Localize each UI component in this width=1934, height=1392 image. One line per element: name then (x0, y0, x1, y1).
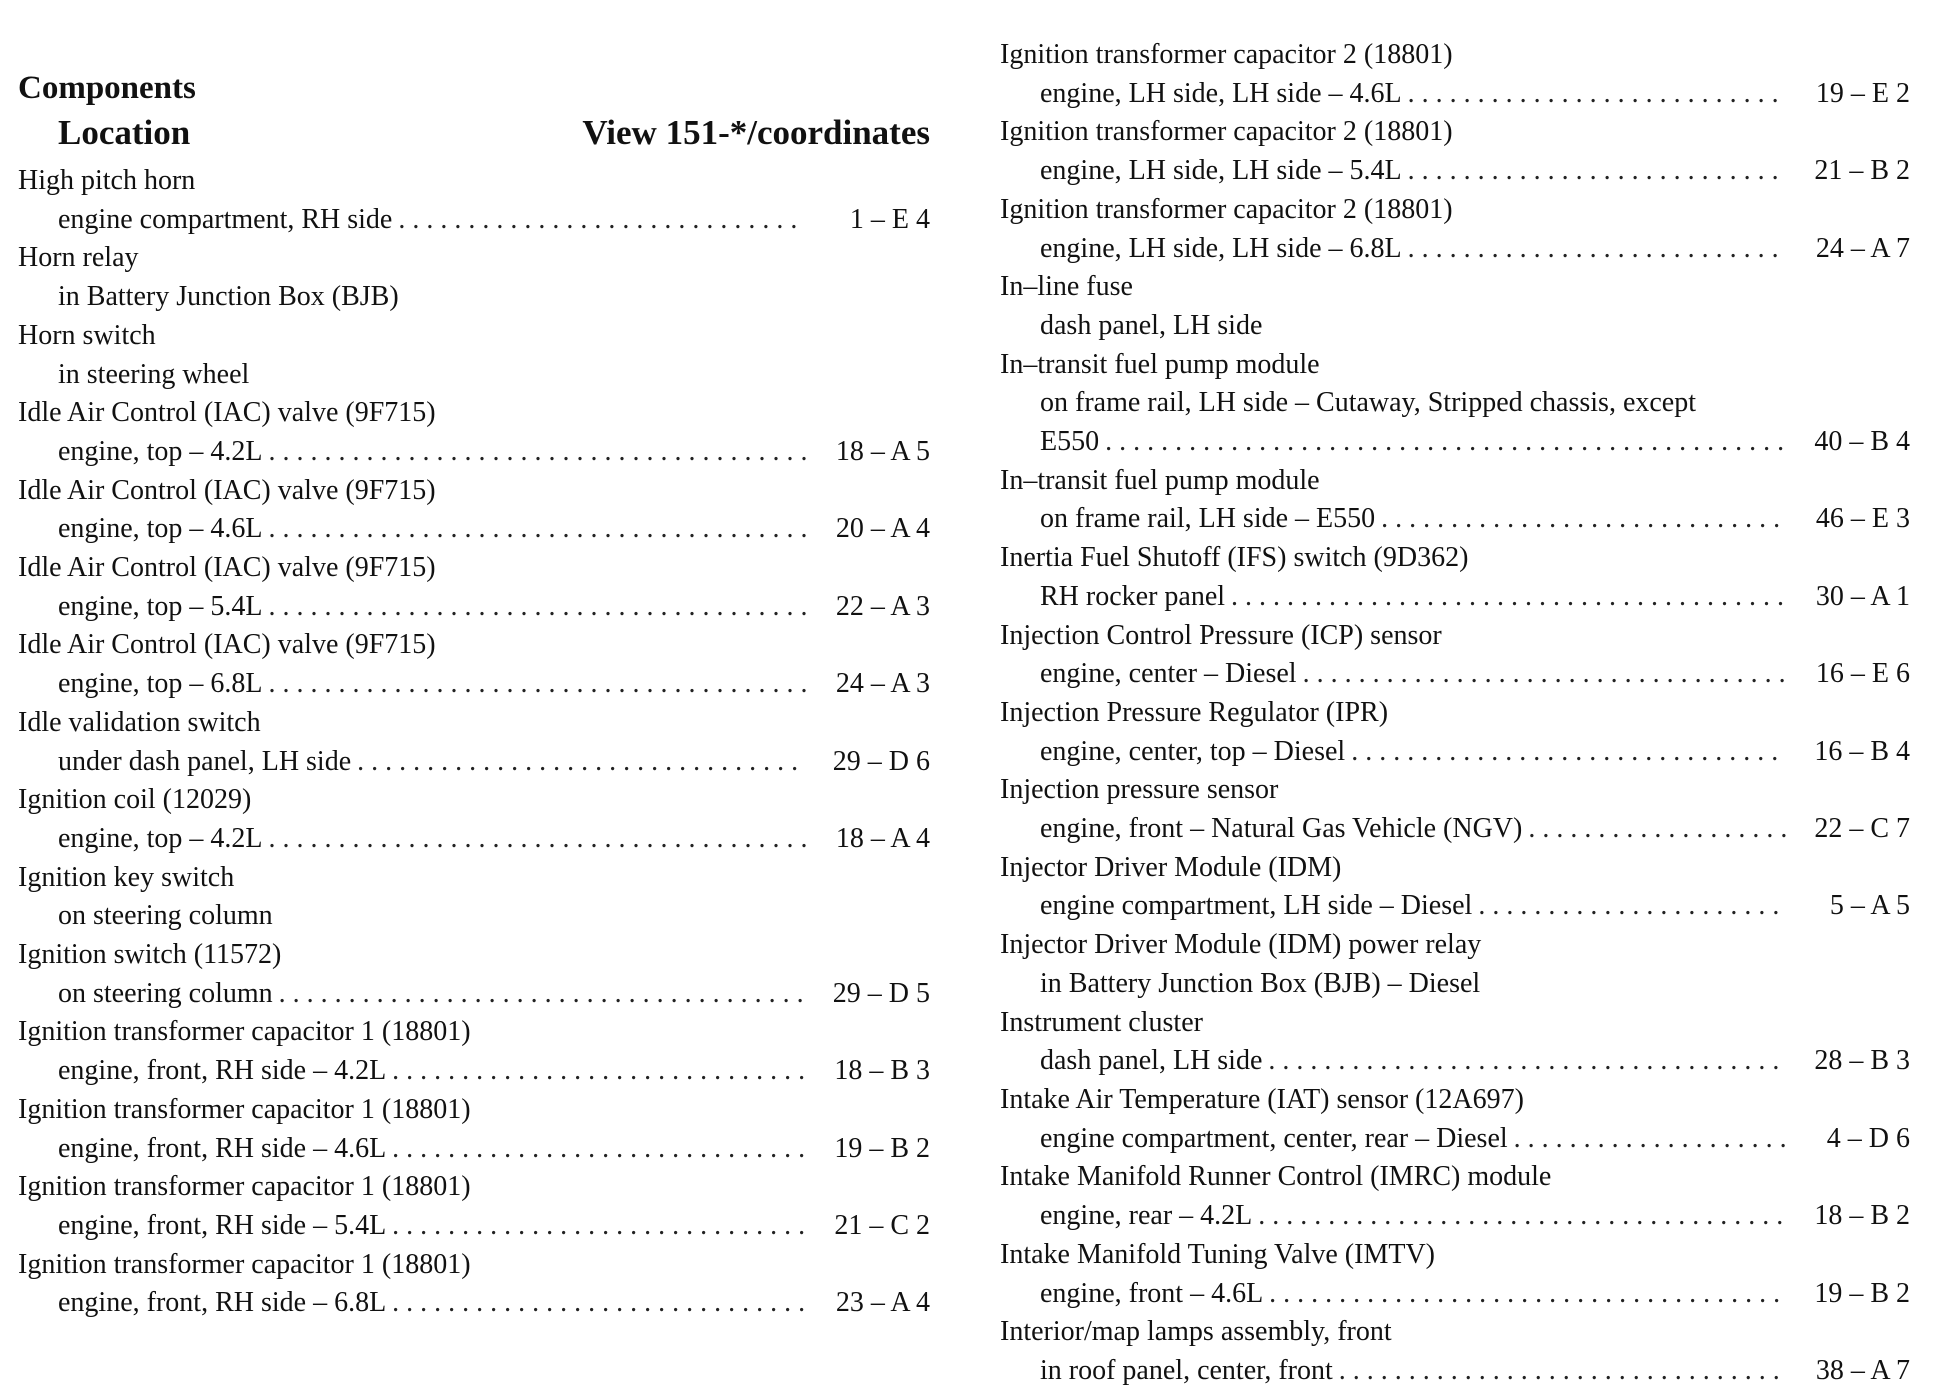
column-headers (18, 110, 930, 156)
right-column (1000, 0, 1910, 1391)
component-location: engine, center – Diesel (1040, 658, 1297, 690)
component-location-row (18, 820, 930, 859)
view-coordinate: 22 – C 7 (1814, 813, 1910, 845)
view-coordinate: 40 – B 4 (1814, 426, 1910, 458)
dot-leader (269, 433, 806, 472)
view-coordinate: 18 – B 2 (1814, 1200, 1910, 1232)
component-name: High pitch horn (18, 165, 196, 196)
component-name: Horn relay (18, 242, 139, 274)
view-coordinate: 21 – B 2 (1814, 155, 1910, 187)
view-coordinate: 24 – A 3 (835, 668, 930, 700)
component-location: in Battery Junction Box (BJB) (58, 281, 399, 313)
component-location: in roof panel, center, front (1040, 1354, 1333, 1386)
component-entry (1000, 617, 1910, 694)
right-entry-list (1000, 36, 1910, 1391)
component-location-row (18, 1052, 930, 1091)
component-location: engine, center, top – Diesel (1040, 735, 1346, 767)
component-entry (1000, 36, 1910, 113)
component-name: Injection Control Pressure (ICP) sensor (1000, 619, 1442, 651)
component-entry (1000, 1236, 1910, 1313)
dot-leader (1351, 733, 1786, 772)
dot-leader (1381, 500, 1786, 539)
dot-leader (1514, 1120, 1786, 1159)
component-location-row (18, 588, 930, 627)
component-name: Ignition key switch (18, 861, 235, 893)
dot-leader (1268, 1042, 1786, 1081)
component-location: on steering column (58, 977, 273, 1009)
dot-leader (1408, 75, 1786, 114)
component-location: RH rocker panel (1040, 580, 1226, 612)
component-name: Inertia Fuel Shutoff (IFS) switch (9D362) (1000, 542, 1469, 574)
view-coordinate: 4 – D 6 (1826, 1122, 1910, 1154)
component-location-row (18, 975, 930, 1014)
component-location: in Battery Junction Box (BJB) – Diesel (1040, 967, 1481, 999)
component-location-row (18, 433, 930, 472)
component-location-row (18, 1284, 930, 1323)
view-coordinate: 1 – E 4 (849, 203, 930, 235)
component-location: on steering column (58, 900, 273, 932)
component-location-row (1000, 1352, 1910, 1391)
dot-leader (269, 588, 806, 627)
dot-leader (392, 1052, 806, 1091)
component-location: engine compartment, RH side (58, 203, 393, 235)
component-location: engine, top – 4.2L (58, 435, 263, 467)
component-location: engine, front, RH side – 5.4L (58, 1209, 387, 1241)
component-location: engine compartment, LH side – Diesel (1040, 890, 1473, 922)
view-coordinate: 29 – D 5 (832, 977, 930, 1009)
component-location: engine, top – 5.4L (58, 590, 263, 622)
component-location-row (1000, 1197, 1910, 1236)
component-entry (18, 1013, 930, 1090)
component-entry (1000, 1313, 1910, 1390)
component-location-row (18, 1207, 930, 1246)
component-name: Ignition transformer capacitor 1 (18801) (18, 1171, 471, 1203)
component-location-row (1000, 1120, 1910, 1159)
component-name: Injector Driver Module (IDM) (1000, 851, 1342, 883)
view-coordinate: 24 – A 7 (1815, 232, 1910, 264)
dot-leader (1528, 810, 1786, 849)
component-name: Idle validation switch (18, 706, 261, 738)
component-name: Idle Air Control (IAC) valve (9F715) (18, 629, 436, 661)
component-name: In–transit fuel pump module (1000, 348, 1320, 380)
component-entry (18, 1168, 930, 1245)
component-location-row (18, 278, 930, 317)
component-location: engine, front – Natural Gas Vehicle (NGV) (1040, 813, 1523, 845)
component-entry (18, 394, 930, 471)
dot-leader (392, 1207, 806, 1246)
component-entry (1000, 346, 1910, 462)
component-location: engine, LH side, LH side – 4.6L (1040, 77, 1402, 109)
component-location: engine compartment, center, rear – Diesel (1040, 1122, 1508, 1154)
component-entry (18, 859, 930, 936)
component-name: Ignition transformer capacitor 2 (18801) (1000, 116, 1453, 148)
component-entry (18, 936, 930, 1013)
left-entry-list (18, 162, 930, 1323)
component-location-row (18, 743, 930, 782)
component-name: Instrument cluster (1000, 1006, 1203, 1038)
view-coordinate: 18 – B 3 (834, 1055, 930, 1087)
location-column-header: Location (58, 113, 191, 152)
view-coordinate: 19 – B 2 (1814, 1277, 1910, 1309)
view-column-header: View 151-*/coordinates (582, 113, 930, 152)
component-location-row (1000, 152, 1910, 191)
component-location-row (18, 665, 930, 704)
component-name: Ignition transformer capacitor 2 (18801) (1000, 193, 1453, 225)
dot-leader (392, 1130, 806, 1169)
component-name: Injector Driver Module (IDM) power relay (1000, 929, 1482, 961)
component-location-row (1000, 655, 1910, 694)
component-entry (1000, 539, 1910, 616)
component-entry (1000, 268, 1910, 345)
component-entry (18, 781, 930, 858)
component-entry (1000, 113, 1910, 190)
dot-leader (269, 820, 806, 859)
component-location-row (1000, 733, 1910, 772)
component-location-row (1000, 810, 1910, 849)
component-entry (18, 472, 930, 549)
component-location-row (18, 897, 930, 936)
component-entry (1000, 926, 1910, 1003)
view-coordinate: 21 – C 2 (834, 1209, 930, 1241)
component-location-row (1000, 307, 1910, 346)
component-location: engine, top – 6.8L (58, 668, 263, 700)
component-location-row (1000, 1275, 1910, 1314)
dot-leader (269, 510, 806, 549)
component-location: dash panel, LH side (1040, 309, 1263, 341)
component-name: Idle Air Control (IAC) valve (9F715) (18, 552, 436, 584)
dot-leader (1105, 423, 1786, 462)
view-coordinate: 30 – A 1 (1815, 580, 1910, 612)
view-coordinate: 29 – D 6 (832, 745, 930, 777)
component-entry (18, 626, 930, 703)
component-location-row (1000, 75, 1910, 114)
dot-leader (1408, 230, 1786, 269)
dot-leader (357, 743, 806, 782)
component-location: E550 (1040, 426, 1100, 458)
component-name: Horn switch (18, 319, 156, 351)
dot-leader (1231, 578, 1786, 617)
dot-leader (1258, 1197, 1786, 1236)
dot-leader (1339, 1352, 1786, 1391)
component-entry (18, 1091, 930, 1168)
component-location: engine, LH side, LH side – 6.8L (1040, 232, 1402, 264)
component-entry (1000, 1081, 1910, 1158)
component-entry (1000, 1004, 1910, 1081)
component-name: Intake Manifold Tuning Valve (IMTV) (1000, 1238, 1435, 1270)
dot-leader (269, 665, 806, 704)
view-coordinate: 22 – A 3 (835, 590, 930, 622)
component-name: Ignition coil (12029) (18, 784, 252, 816)
component-location: in steering wheel (58, 358, 250, 390)
component-name: Ignition transformer capacitor 1 (18801) (18, 1248, 471, 1280)
component-location: engine, front, RH side – 4.6L (58, 1132, 387, 1164)
component-location-row (1000, 1042, 1910, 1081)
dot-leader (1269, 1275, 1786, 1314)
component-location: engine, front, RH side – 4.2L (58, 1055, 387, 1087)
component-entry (18, 549, 930, 626)
component-name: In–line fuse (1000, 271, 1133, 303)
component-entry (18, 162, 930, 239)
component-name: Intake Manifold Runner Control (IMRC) module (1000, 1161, 1552, 1193)
component-entry (1000, 191, 1910, 268)
component-entry (1000, 462, 1910, 539)
component-entry (18, 317, 930, 394)
component-location-row (18, 201, 930, 240)
view-coordinate: 18 – A 5 (835, 435, 930, 467)
section-heading: Components (18, 70, 196, 106)
dot-leader (1478, 887, 1786, 926)
left-column (18, 0, 930, 1323)
component-name: Intake Air Temperature (IAT) sensor (12A697) (1000, 1083, 1524, 1115)
component-location-row (18, 356, 930, 395)
component-entry (1000, 1158, 1910, 1235)
component-location-row (1000, 423, 1910, 462)
component-name: In–transit fuel pump module (1000, 464, 1320, 496)
dot-leader (1408, 152, 1786, 191)
component-name: Ignition transformer capacitor 1 (18801) (18, 1016, 471, 1048)
component-location: engine, LH side, LH side – 5.4L (1040, 155, 1402, 187)
component-name: Idle Air Control (IAC) valve (9F715) (18, 397, 436, 429)
view-coordinate: 16 – B 4 (1814, 735, 1910, 767)
view-coordinate: 18 – A 4 (835, 822, 930, 854)
component-location-row (18, 1130, 930, 1169)
component-name: Injection pressure sensor (1000, 774, 1279, 806)
component-entry (1000, 771, 1910, 848)
component-location: engine, rear – 4.2L (1040, 1200, 1253, 1232)
component-name: Ignition transformer capacitor 1 (18801) (18, 1093, 471, 1125)
component-location-row (1000, 230, 1910, 269)
component-entry (1000, 849, 1910, 926)
component-location: engine, top – 4.2L (58, 822, 263, 854)
component-location: dash panel, LH side (1040, 1045, 1263, 1077)
component-name: Ignition transformer capacitor 2 (18801) (1000, 39, 1453, 70)
component-location: engine, top – 4.6L (58, 513, 263, 545)
component-location: on frame rail, LH side – E550 (1040, 503, 1376, 535)
component-location-row (1000, 887, 1910, 926)
component-location-row (18, 510, 930, 549)
view-coordinate: 5 – A 5 (1829, 890, 1910, 922)
component-entry (1000, 694, 1910, 771)
component-name: Injection Pressure Regulator (IPR) (1000, 696, 1389, 728)
component-location: engine, front, RH side – 6.8L (58, 1287, 387, 1319)
component-location-continued: on frame rail, LH side – Cutaway, Stripped chassis, except (1040, 387, 1697, 419)
view-coordinate: 46 – E 3 (1815, 503, 1910, 535)
component-location-row (1000, 500, 1910, 539)
component-entry (18, 704, 930, 781)
component-location: engine, front – 4.6L (1040, 1277, 1264, 1309)
view-coordinate: 20 – A 4 (835, 513, 930, 545)
dot-leader (392, 1284, 806, 1323)
component-name: Ignition switch (11572) (18, 939, 282, 971)
view-coordinate: 28 – B 3 (1814, 1045, 1910, 1077)
dot-leader (1303, 655, 1786, 694)
component-location: under dash panel, LH side (58, 745, 352, 777)
view-coordinate: 38 – A 7 (1815, 1354, 1910, 1386)
view-coordinate: 19 – B 2 (834, 1132, 930, 1164)
component-name: Idle Air Control (IAC) valve (9F715) (18, 474, 436, 506)
dot-leader (279, 975, 806, 1014)
view-coordinate: 23 – A 4 (835, 1287, 930, 1319)
view-coordinate: 16 – E 6 (1815, 658, 1910, 690)
component-location-row (1000, 578, 1910, 617)
component-name: Interior/map lamps assembly, front (1000, 1316, 1392, 1348)
component-location-row (1000, 965, 1910, 1004)
component-entry (18, 1246, 930, 1323)
component-entry (18, 239, 930, 316)
dot-leader (398, 201, 806, 240)
view-coordinate: 19 – E 2 (1815, 77, 1910, 109)
